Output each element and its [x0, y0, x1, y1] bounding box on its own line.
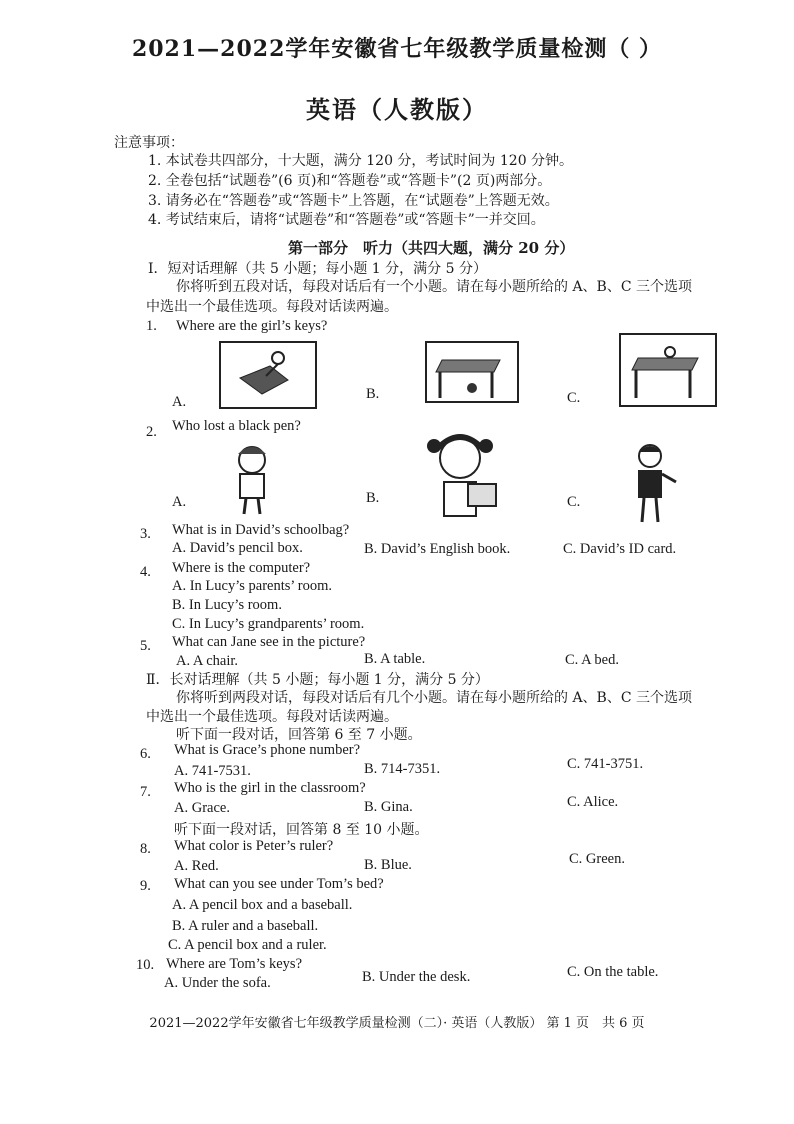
notice-item: 2. 全卷包括“试题卷”(6 页)和“答题卷”或“答题卡”(2 页)两部分。 — [148, 173, 552, 189]
option-c: C. On the table. — [567, 964, 659, 980]
section-instructions: 中选出一个最佳选项。每段对话读两遍。 — [146, 299, 398, 315]
question-number: 7. — [140, 784, 151, 800]
sub-instruction: 听下面一段对话，回答第 6 至 7 小题。 — [176, 727, 422, 743]
option-a: A. Red. — [174, 858, 219, 874]
boy-with-cap-image — [222, 438, 282, 518]
question-text: Who lost a black pen? — [172, 418, 301, 434]
girl-reading-image — [416, 428, 508, 524]
question-text: What can Jane see in the picture? — [172, 634, 366, 650]
option-c: C. David’s ID card. — [563, 541, 677, 557]
option-b: B. David’s English book. — [364, 541, 511, 557]
section-instructions: 你将听到五段对话，每段对话后有一个小题。请在每小题所给的 A、B、C 三个选项 — [176, 279, 693, 295]
option-c: C. A pencil box and a ruler. — [168, 937, 327, 953]
question-number: 10. — [136, 957, 155, 973]
question-number: 9. — [140, 878, 151, 894]
question-text: What can you see under Tom’s bed? — [174, 876, 384, 892]
option-b: B. A ruler and a baseball. — [172, 918, 319, 934]
option-a: A. Grace. — [174, 800, 230, 816]
option-a: A. 741-7531. — [174, 763, 251, 779]
question-number: 4. — [140, 564, 151, 580]
section-title: Ⅰ．短对话理解（共 5 小题；每小题 1 分，满分 5 分） — [148, 261, 487, 277]
notice-heading: 注意事项： — [114, 135, 184, 151]
question-number: 2. — [146, 424, 157, 440]
option-a: A. In Lucy’s parents’ room. — [172, 578, 332, 594]
option-b: B. 714-7351. — [364, 761, 441, 777]
question-text: What color is Peter’s ruler? — [174, 838, 334, 854]
sub-instruction: 听下面一段对话，回答第 8 至 10 小题。 — [174, 822, 429, 838]
question-text: Where are Tom’s keys? — [166, 956, 303, 972]
section-instructions: 你将听到两段对话，每段对话后有几个小题。请在每小题所给的 A、B、C 三个选项 — [176, 690, 693, 706]
question-text: Who is the girl in the classroom? — [174, 780, 366, 796]
desk-with-keys-image — [618, 332, 718, 408]
question-number: 8. — [140, 841, 151, 857]
question-number: 5. — [140, 638, 151, 654]
exam-subtitle: 英语（人教版） — [306, 95, 488, 124]
question-number: 6. — [140, 746, 151, 762]
option-b: B. Under the desk. — [362, 969, 471, 985]
question-number: 3. — [140, 526, 151, 542]
notice-item: 1. 本试卷共四部分，十大题，满分 120 分，考试时间为 120 分钟。 — [148, 153, 574, 169]
option-a: A. — [172, 394, 187, 410]
notice-item: 3. 请务必在“答题卷”或“答题卡”上答题，在“试题卷”上答题无效。 — [148, 193, 559, 209]
option-b: B. — [366, 490, 380, 506]
option-c: C. Green. — [569, 851, 625, 867]
exam-title: 2021—2022学年安徽省七年级教学质量检测（ ） — [131, 36, 663, 62]
option-a: A. A chair. — [176, 653, 239, 669]
option-a: A. — [172, 494, 187, 510]
notice-item: 4. 考试结束后，请将“试题卷”和“答题卷”或“答题卡”一并交回。 — [148, 212, 545, 228]
option-c: C. A bed. — [565, 652, 619, 668]
option-c: C. Alice. — [567, 794, 619, 810]
question-number: 1. — [146, 318, 157, 334]
section-title: Ⅱ．长对话理解（共 5 小题；每小题 1 分，满分 5 分） — [146, 672, 489, 688]
option-c: C. In Lucy’s grandparents’ room. — [172, 616, 365, 632]
option-b: B. — [366, 386, 380, 402]
keys-on-bag-image — [218, 340, 318, 410]
man-in-suit-image — [626, 440, 682, 526]
option-c: C. — [567, 494, 581, 510]
option-b: B. In Lucy’s room. — [172, 597, 282, 613]
option-c: C. 741-3751. — [567, 756, 644, 772]
section-instructions: 中选出一个最佳选项。每段对话读两遍。 — [146, 709, 398, 725]
option-b: B. Gina. — [364, 799, 413, 815]
question-text: What is in David’s schoolbag? — [172, 522, 350, 538]
option-b: B. Blue. — [364, 857, 412, 873]
desk-image — [424, 340, 520, 404]
question-text: What is Grace’s phone number? — [174, 742, 361, 758]
option-b: B. A table. — [364, 651, 426, 667]
question-text: Where are the girl’s keys? — [176, 318, 328, 334]
question-text: Where is the computer? — [172, 560, 311, 576]
part-heading: 第一部分 听力（共四大题，满分 20 分） — [288, 239, 575, 257]
option-c: C. — [567, 390, 581, 406]
option-a: A. David’s pencil box. — [172, 540, 303, 556]
option-a: A. Under the sofa. — [164, 975, 271, 991]
option-a: A. A pencil box and a baseball. — [172, 897, 353, 913]
page-footer: 2021—2022学年安徽省七年级教学质量检测（二）· 英语（人教版） 第 1 页 共 6 页 — [149, 1016, 645, 1031]
